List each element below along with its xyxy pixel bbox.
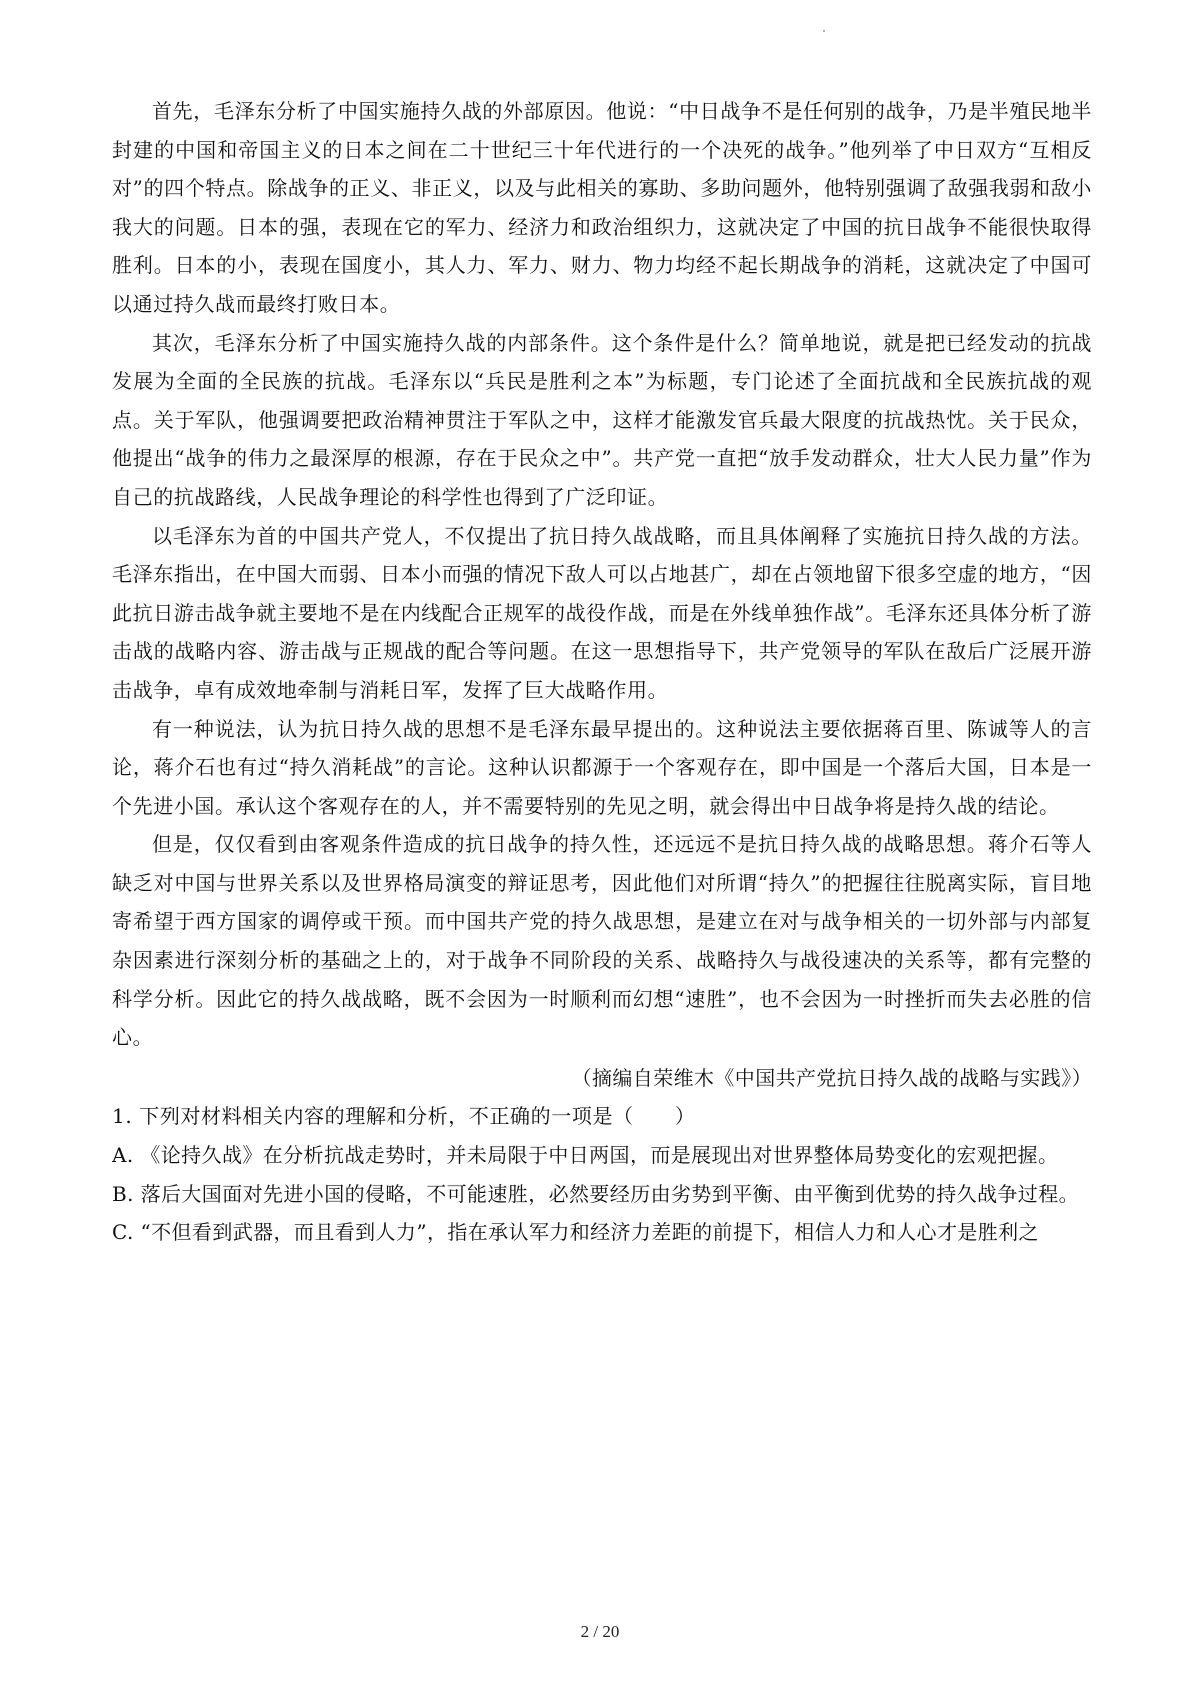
page-number: 2 / 20 [580,1622,620,1641]
article-body [112,92,1092,1252]
option-a: A. 《论持久战》在分析抗战走势时，并未局限于中日两国，而是展现出对世界整体局势变化的宏观把握。 [112,1143,1059,1168]
paragraph-conclusion: 但是，仅仅看到由客观条件造成的抗日战争的持久性，还远远不是抗日持久战的战略思想。蒋介石等人缺乏对中国与世界关系以及世界格局演变的辩证思考，因此他们对所谓“持久”的把握往往脱离实际，盲目地寄希望于西方国家的调停或干预。而中国共产党的持久战思想，是建立在对与战争相关的一切外部与内部复杂因素进行深刻分析的基础之上的，对于战争不同阶段的关系、战略持久与战役速决的关系等，都有完整的科学分析。因此它的持久战战略，既不会因为一时顺利而幻想“速胜”，也不会因为一时挫折而失去必胜的信心。 [112,832,1092,1050]
paragraph-other-views: 有一种说法，认为抗日持久战的思想不是毛泽东最早提出的。这种说法主要依据蒋百里、陈诚等人的言论，蒋介石也有过“持久消耗战”的言论。这种认识都源于一个客观存在，即中国是一个落后大国，日本是一个先进小国。承认这个客观存在的人，并不需要特别的先见之明，就会得出中日战争将是持久战的结论。 [112,716,1092,818]
source-citation: （摘编自荣维木《中国共产党抗日持久战的战略与实践》） [571,1065,1092,1090]
paragraph-external-causes: 首先，毛泽东分析了中国实施持久战的外部原因。他说：“中日战争不是任何别的战争，乃是半殖民地半封建的中国和帝国主义的日本之间在二十世纪三十年代进行的一个决死的战争。”他列举了中日双方“互相反对”的四个特点。除战争的正义、非正义，以及与此相关的寡助、多助问题外，他特别强调了敌强我弱和敌小我大的问题。日本的强，表现在它的军力、经济力和政治组织力，这就决定了中国的抗日战争不能很快取得胜利。日本的小，表现在国度小，其人力、军力、财力、物力均经不起长期战争的消耗，这就决定了中国可以通过持久战而最终打败日本。 [112,99,1092,316]
scan-dot [823,30,825,32]
option-b: B. 落后大国面对先进小国的侵略，不可能速胜，必然要经历由劣势到平衡、由平衡到优势的持久战争过程。 [112,1181,1080,1206]
paragraph-methods: 以毛泽东为首的中国共产党人，不仅提出了抗日持久战战略，而且具体阐释了实施抗日持久战的方法。毛泽东指出，在中国大而弱、日本小而强的情况下敌人可以占地甚广，却在占领地留下很多空虚的地方，“因此抗日游击战争就主要地不是在内线配合正规军的战役作战，而是在外线单独作战”。毛泽东还具体分析了游击战的战略内容、游击战与正规战的配合等问题。在这一思想指导下，共产党领导的军队在敌后广泛展开游击战争，卓有成效地牵制与消耗日军，发挥了巨大战略作用。 [112,523,1092,702]
question-block [112,1097,1092,1251]
option-c: C. “不但看到武器，而且看到人力”，指在承认军力和经济力差距的前提下，相信人力和人心才是胜利之 [112,1220,1039,1245]
question-stem: 1. 下列对材料相关内容的理解和分析，不正确的一项是（ ） [112,1104,696,1129]
paragraph-internal-conditions: 其次，毛泽东分析了中国实施持久战的内部条件。这个条件是什么？简单地说，就是把已经发动的抗战发展为全面的全民族的抗战。毛泽东以“兵民是胜利之本”为标题，专门论述了全面抗战和全民族抗战的观点。关于军队，他强调要把政治精神贯注于军队之中，这样才能激发官兵最大限度的抗战热忱。关于民众，他提出“战争的伟力之最深厚的根源，存在于民众之中”。共产党一直把“放手发动群众，壮大人民力量”作为自己的抗战路线，人民战争理论的科学性也得到了广泛印证。 [112,330,1092,509]
